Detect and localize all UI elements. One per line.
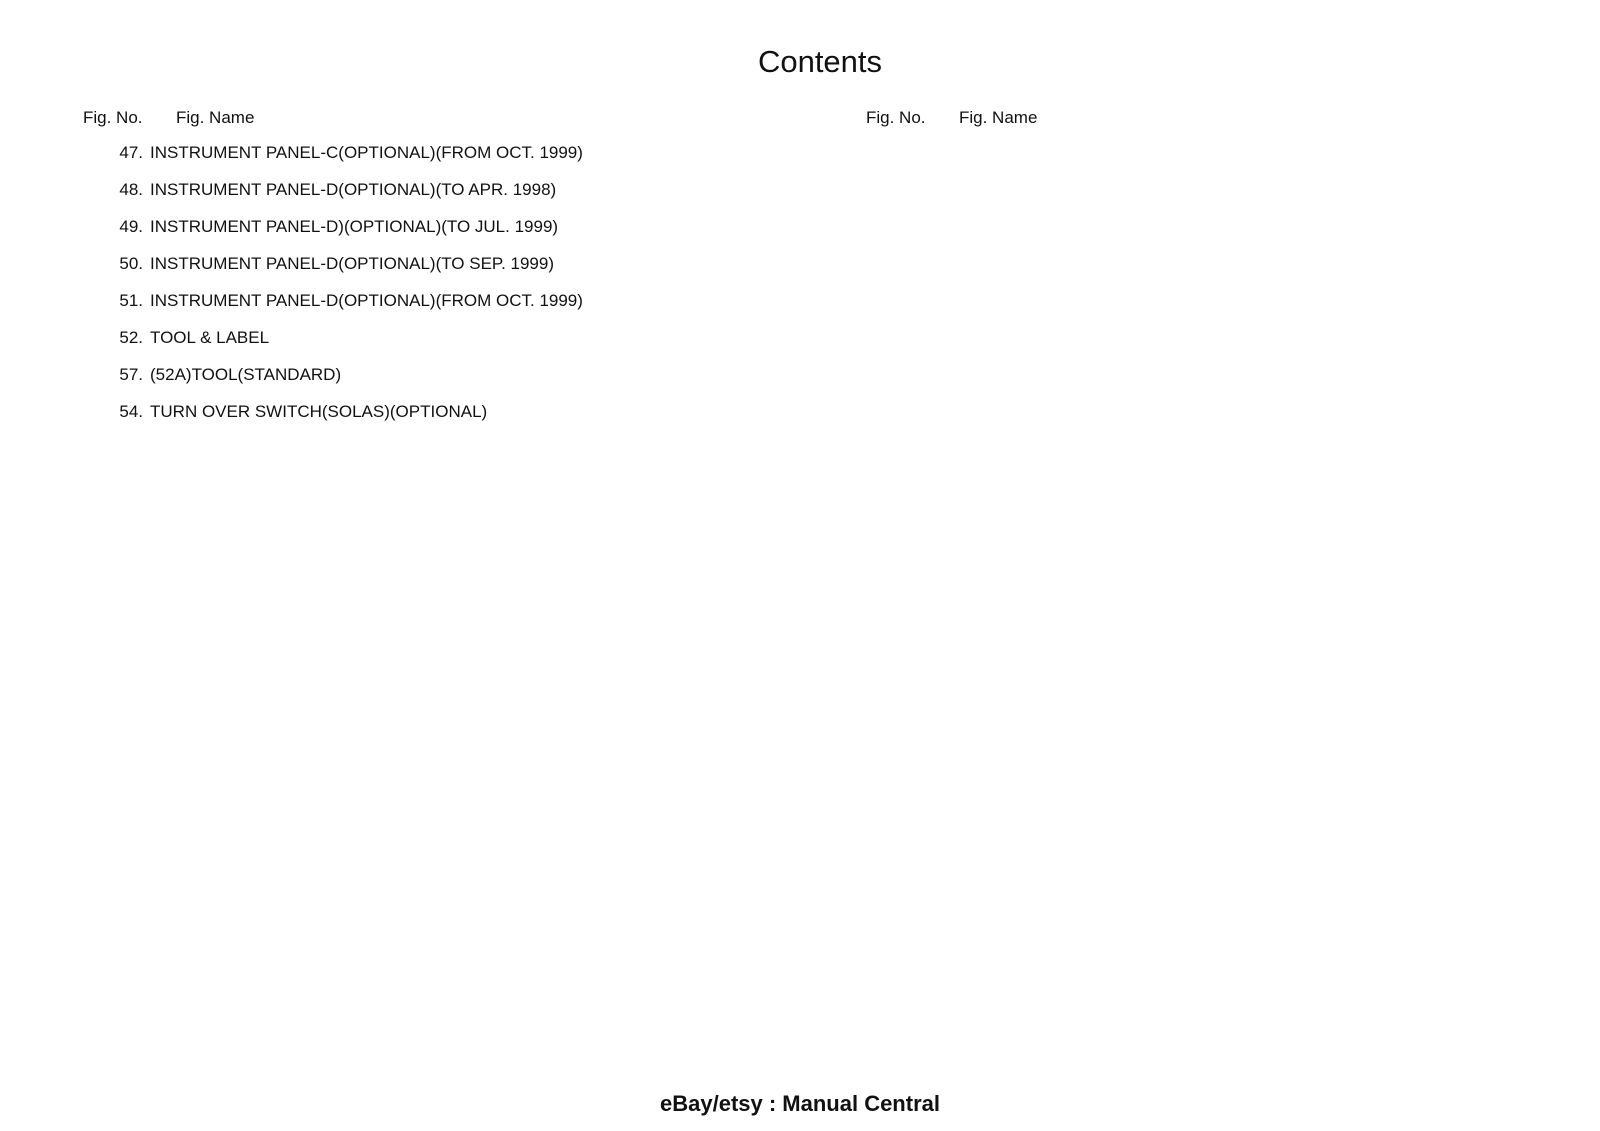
fig-number: 47. (119, 143, 143, 162)
fig-name: INSTRUMENT PANEL-D(OPTIONAL)(TO APR. 1998) (150, 180, 557, 199)
fig-name-header-right: Fig. Name (959, 108, 1038, 127)
footer-text: eBay/etsy : Manual Central (660, 1091, 940, 1116)
fig-name: INSTRUMENT PANEL-D(OPTIONAL)(FROM OCT. 1999) (150, 291, 583, 310)
list-item[interactable] (0, 291, 700, 311)
list-item[interactable] (0, 217, 700, 237)
list-item[interactable] (0, 365, 700, 385)
fig-no-header-right: Fig. No. (866, 108, 926, 127)
list-item[interactable] (0, 180, 700, 200)
page-title: Contents (757, 44, 883, 79)
fig-number: 51. (119, 291, 143, 310)
list-item[interactable] (0, 143, 700, 163)
list-item[interactable] (0, 402, 700, 422)
list-item[interactable] (0, 328, 700, 348)
fig-number: 54. (119, 402, 143, 421)
fig-name: TURN OVER SWITCH(SOLAS)(OPTIONAL) (150, 402, 488, 421)
fig-name-header-left: Fig. Name (176, 108, 255, 127)
fig-name: (52A)TOOL(STANDARD) (150, 365, 342, 384)
fig-number: 48. (119, 180, 143, 199)
fig-number: 49. (119, 217, 143, 236)
fig-number: 57. (119, 365, 143, 384)
fig-name: TOOL & LABEL (150, 328, 270, 347)
fig-name: INSTRUMENT PANEL-D)(OPTIONAL)(TO JUL. 1999) (150, 217, 559, 236)
fig-no-header-left: Fig. No. (83, 108, 143, 127)
list-item[interactable] (0, 254, 700, 274)
fig-name: INSTRUMENT PANEL-C(OPTIONAL)(FROM OCT. 1999) (150, 143, 583, 162)
fig-number: 52. (119, 328, 143, 347)
fig-number: 50. (119, 254, 143, 273)
fig-name: INSTRUMENT PANEL-D(OPTIONAL)(TO SEP. 1999) (150, 254, 554, 273)
